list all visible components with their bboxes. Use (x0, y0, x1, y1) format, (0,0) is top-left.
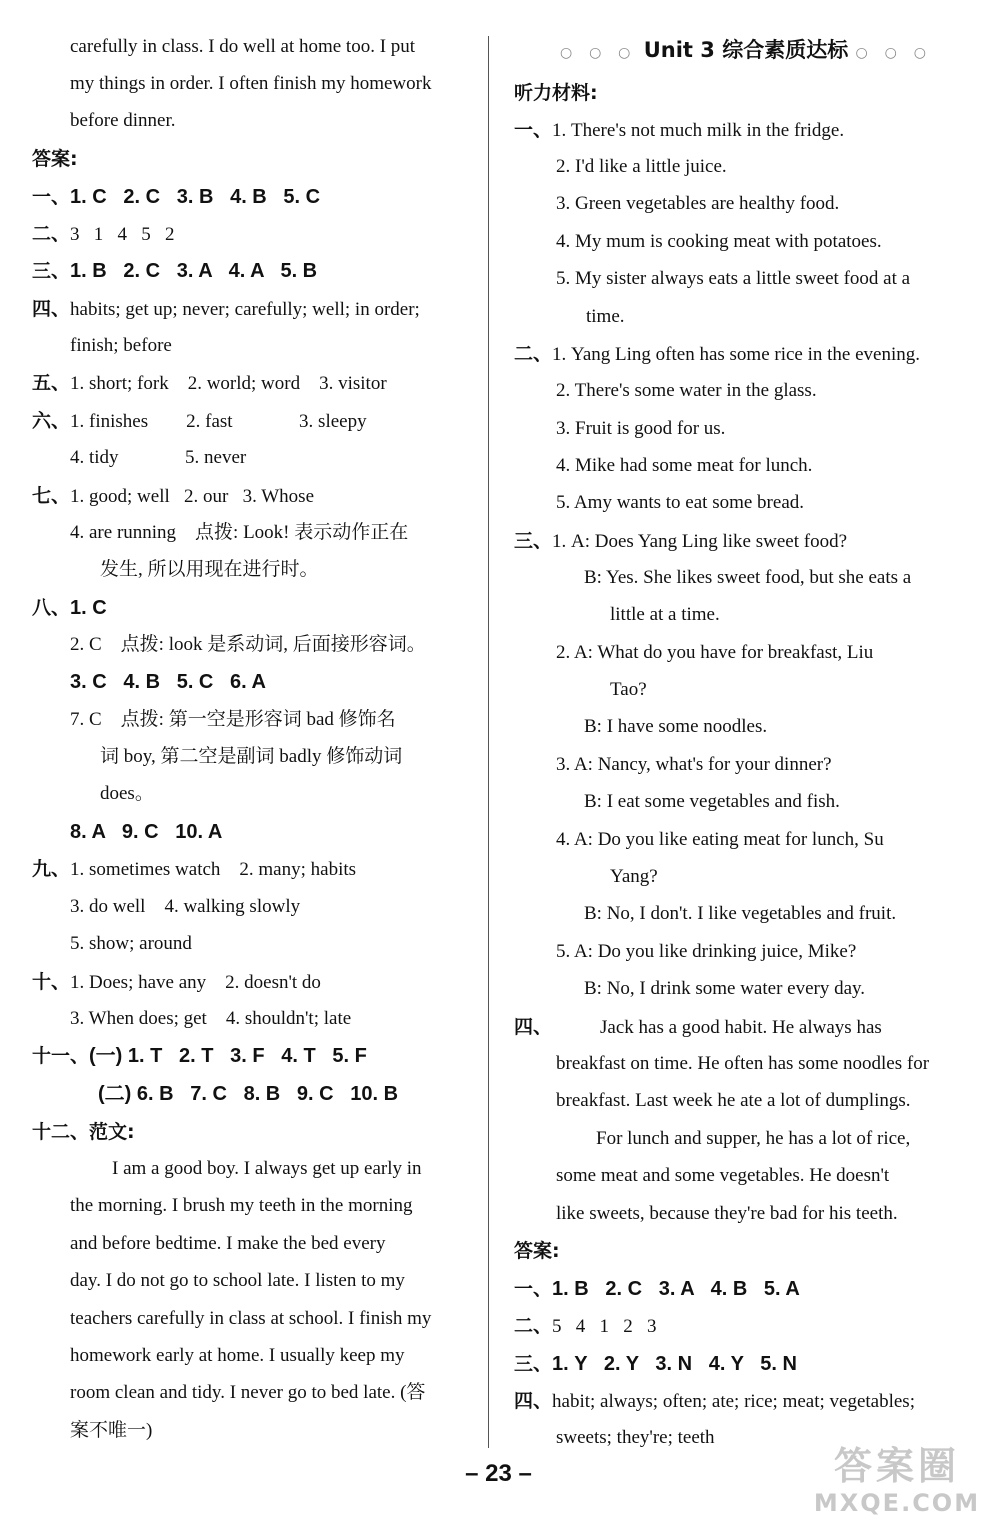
listening-1-item-4: 4. My mum is cooking meat with potatoes. (556, 231, 882, 252)
section-marker: 一、 (514, 119, 553, 141)
page-number: – 23 – (465, 1460, 532, 1487)
watermark-line-2: MXQE.COM (813, 1489, 981, 1517)
answer-row-12 (32, 1119, 135, 1146)
item-text: 1. There's not much milk in the fridge. (552, 120, 845, 141)
essay-line-5: teachers carefully in class at school. I finish my (70, 1308, 432, 1329)
section-marker: 三、 (514, 530, 553, 552)
right-answer-row-4-cont: sweets; they're; teeth (556, 1427, 715, 1448)
listening-2-item-3: 3. Fruit is good for us. (556, 418, 726, 439)
answers-label-right: 答案: (514, 1240, 560, 1262)
listening-2-item-1 (514, 341, 920, 368)
answer-text: 1. C 2. C 3. B 4. B 5. C (70, 186, 321, 208)
answer-text: 1. Y 2. Y 3. N 4. Y 5. N (552, 1353, 797, 1375)
answers-label: 答案: (32, 148, 78, 170)
passage-text: Jack has a good habit. He always has (600, 1017, 882, 1038)
answer-row-2 (32, 221, 175, 248)
listening-3-line-11: B: No, I don't. I like vegetables and fruit. (584, 903, 897, 924)
listening-3-line-3: little at a time. (610, 604, 720, 625)
answer-row-8-item7-cont-2: does。 (100, 783, 154, 804)
listening-3-line-5: Tao? (610, 679, 647, 700)
listening-1-item-3: 3. Green vegetables are healthy food. (556, 193, 840, 214)
section-marker: 九、 (32, 858, 71, 880)
essay-line-8: 案不唯一) (70, 1420, 153, 1441)
section-marker: 四、 (514, 1016, 553, 1038)
listening-1-item-5: 5. My sister always eats a little sweet food at a (556, 268, 911, 289)
listening-4-line-2: breakfast on time. He often has some noodles for (556, 1053, 930, 1074)
right-answer-row-4 (514, 1388, 915, 1415)
listening-3-line-10: Yang? (610, 866, 658, 887)
listening-4-line-1 (514, 1014, 882, 1041)
answer-row-11-line-2: (二) 6. B 7. C 8. B 9. C 10. B (98, 1083, 399, 1105)
answer-row-8-item7: 7. C 点拨: 第一空是形容词 bad 修饰名 (70, 709, 396, 730)
listening-3-line-13: B: No, I drink some water every day. (584, 978, 866, 999)
answer-row-4-cont: finish; before (70, 335, 172, 356)
listening-2-item-4: 4. Mike had some meat for lunch. (556, 455, 813, 476)
listening-label: 听力材料: (514, 82, 598, 104)
answer-row-11 (32, 1043, 367, 1070)
section-marker: 十一、 (32, 1045, 90, 1067)
listening-2-item-2: 2. There's some water in the glass. (556, 380, 817, 401)
answer-row-8 (32, 595, 107, 622)
essay-line-2: the morning. I brush my teeth in the morning (70, 1195, 413, 1216)
item-text: 1. A: Does Yang Ling like sweet food? (552, 531, 848, 552)
answer-text: 1. short; fork 2. world; word 3. visitor (70, 373, 387, 394)
answer-text: 1. sometimes watch 2. many; habits (70, 859, 357, 880)
watermark-line-1: 答案圈 (833, 1444, 960, 1488)
section-marker: 十、 (32, 971, 71, 993)
unit-title-text: Unit 3 综合素质达标 (643, 38, 849, 62)
listening-1-item-5-cont: time. (586, 306, 625, 327)
answer-row-4 (32, 296, 420, 323)
answer-row-8-items8-10: 8. A 9. C 10. A (70, 821, 223, 843)
listening-4-line-4: For lunch and supper, he has a lot of rice, (596, 1128, 911, 1149)
answer-row-8-item2: 2. C 点拨: look 是系动词, 后面接形容词。 (70, 634, 426, 655)
title-dots-left-icon: ○ ○ ○ (560, 45, 637, 61)
listening-3-line-8: B: I eat some vegetables and fish. (584, 791, 840, 812)
answer-row-10 (32, 969, 321, 996)
right-answer-row-2 (514, 1313, 657, 1340)
section-marker: 一、 (32, 186, 71, 208)
item-text: 1. Yang Ling often has some rice in the evening. (552, 344, 920, 365)
answer-text: habit; always; often; ate; rice; meat; vegetables; (552, 1391, 915, 1412)
listening-3-line-1 (514, 528, 847, 555)
section-marker: 一、 (514, 1278, 553, 1300)
answer-text: 3 1 4 5 2 (70, 224, 175, 245)
answer-text: (一) 1. T 2. T 3. F 4. T 5. F (89, 1045, 367, 1067)
listening-4-line-6: like sweets, because they're bad for his teeth. (556, 1203, 898, 1224)
answer-row-6-cont: 4. tidy 5. never (70, 447, 247, 468)
answer-row-9 (32, 856, 356, 883)
answer-row-7-item4-cont: 发生, 所以用现在进行时。 (100, 559, 319, 580)
answer-text: 1. B 2. C 3. A 4. A 5. B (70, 260, 318, 282)
section-marker: 八、 (32, 597, 71, 619)
answer-row-10-line-2: 3. When does; get 4. shouldn't; late (70, 1008, 352, 1029)
section-marker: 五、 (32, 372, 71, 394)
right-answer-row-3 (514, 1351, 797, 1378)
listening-1-item-1 (514, 117, 844, 144)
section-marker: 六、 (32, 410, 71, 432)
listening-1-item-2: 2. I'd like a little juice. (556, 156, 727, 177)
title-dots-right-icon: ○ ○ ○ (855, 45, 932, 61)
listening-3-line-4: 2. A: What do you have for breakfast, Liu (556, 642, 874, 663)
unit-title (560, 34, 932, 64)
answer-row-1 (32, 184, 320, 211)
section-marker: 十二、 (32, 1121, 90, 1143)
answer-row-3 (32, 258, 317, 285)
intro-line-2: my things in order. I often finish my homework (70, 73, 432, 94)
watermark-logo-icon (809, 1444, 985, 1524)
answer-text: habits; get up; never; carefully; well; in order; (70, 299, 420, 320)
essay-line-1: I am a good boy. I always get up early in (112, 1158, 422, 1179)
essay-line-4: day. I do not go to school late. I listen to my (70, 1270, 405, 1291)
listening-3-line-6: B: I have some noodles. (584, 716, 768, 737)
section-marker: 三、 (32, 260, 71, 282)
answer-row-7-item4: 4. are running 点拨: Look! 表示动作正在 (70, 522, 409, 543)
answer-row-7 (32, 483, 314, 510)
answer-text: 1. C (70, 597, 107, 619)
section-marker: 四、 (514, 1390, 553, 1412)
listening-3-line-2: B: Yes. She likes sweet food, but she eats a (584, 567, 912, 588)
answer-text: 5 4 1 2 3 (552, 1316, 657, 1337)
listening-3-line-7: 3. A: Nancy, what's for your dinner? (556, 754, 832, 775)
answer-text: 1. good; well 2. our 3. Whose (70, 486, 315, 507)
intro-line-1: carefully in class. I do well at home too. I put (70, 36, 416, 57)
answer-row-9-line-3: 5. show; around (70, 933, 192, 954)
answer-row-5 (32, 370, 387, 397)
answer-row-8-items3-6: 3. C 4. B 5. C 6. A (70, 671, 266, 693)
section-marker: 四、 (32, 298, 71, 320)
essay-line-6: homework early at home. I usually keep my (70, 1345, 405, 1366)
section-marker: 三、 (514, 1353, 553, 1375)
column-divider (488, 36, 489, 1448)
section-marker: 二、 (32, 223, 71, 245)
essay-line-7: room clean and tidy. I never go to bed late. (答 (70, 1382, 426, 1403)
listening-3-line-12: 5. A: Do you like drinking juice, Mike? (556, 941, 857, 962)
listening-4-line-5: some meat and some vegetables. He doesn't (556, 1165, 890, 1186)
section-marker: 七、 (32, 485, 71, 507)
section-marker: 二、 (514, 343, 553, 365)
answer-row-9-line-2: 3. do well 4. walking slowly (70, 896, 301, 917)
answer-text: 1. B 2. C 3. A 4. B 5. A (552, 1278, 800, 1300)
listening-3-line-9: 4. A: Do you like eating meat for lunch, Su (556, 829, 884, 850)
intro-line-3: before dinner. (70, 110, 176, 131)
answer-row-8-item7-cont-1: 词 boy, 第二空是副词 badly 修饰动词 (100, 746, 403, 767)
essay-line-3: and before bedtime. I make the bed every (70, 1233, 386, 1254)
listening-2-item-5: 5. Amy wants to eat some bread. (556, 492, 805, 513)
answer-text: 1. finishes 2. fast 3. sleepy (70, 411, 367, 432)
answer-text: 1. Does; have any 2. doesn't do (70, 972, 321, 993)
listening-4-line-3: breakfast. Last week he ate a lot of dumplings. (556, 1090, 911, 1111)
section-marker: 二、 (514, 1315, 553, 1337)
essay-label: 范文: (89, 1121, 135, 1143)
right-answer-row-1 (514, 1276, 800, 1303)
answer-row-6 (32, 408, 367, 435)
